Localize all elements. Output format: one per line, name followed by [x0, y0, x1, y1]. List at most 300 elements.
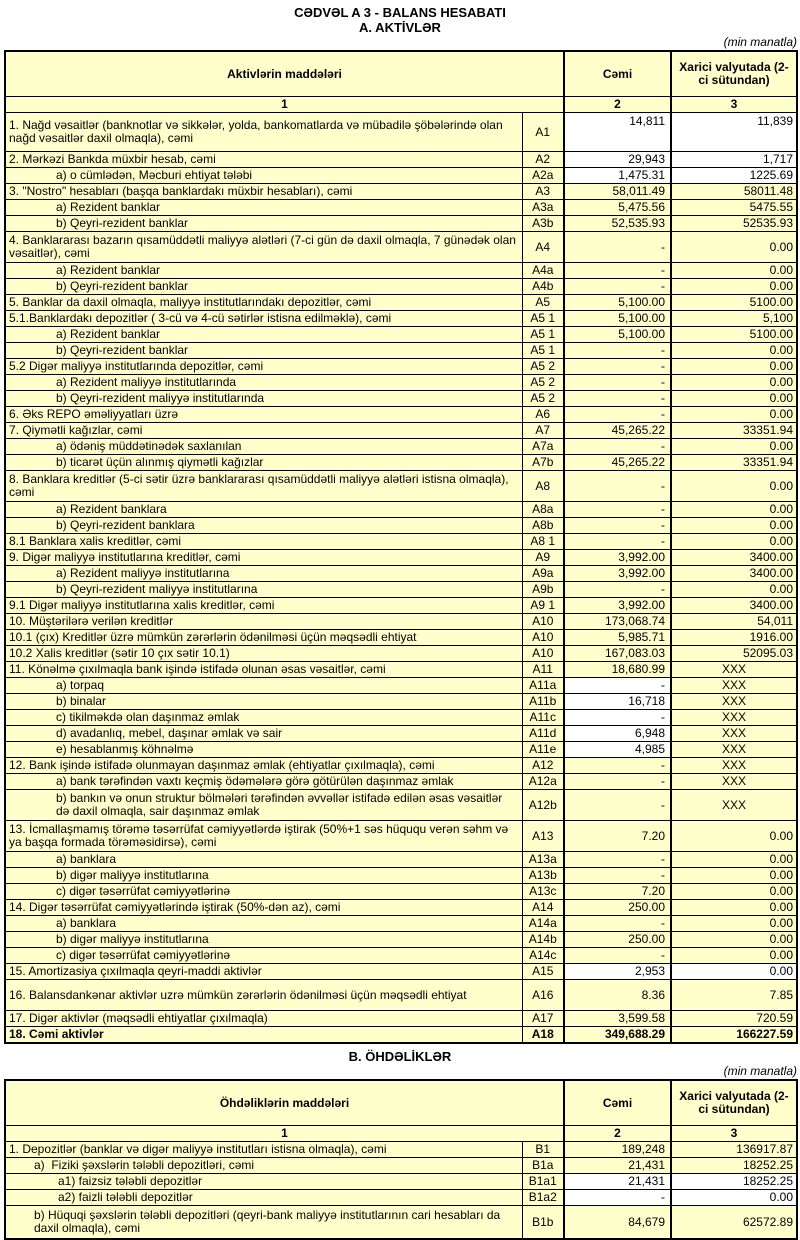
row-total-value: 5,100.00: [564, 295, 671, 311]
row-label: a) Fiziki şəxslərin tələbli depozitləri, cəmi: [5, 1158, 522, 1174]
row-foreign-value: 0.00: [671, 948, 797, 964]
row-code: A1: [522, 113, 564, 152]
table-row: [5, 948, 797, 964]
row-label: b) Qeyri-rezident banklar: [5, 216, 522, 232]
row-total-value: -: [564, 758, 671, 774]
row-total-value: 29,943: [564, 152, 671, 168]
row-code: A5 2: [522, 359, 564, 375]
row-foreign-value: 1916.00: [671, 630, 797, 646]
row-label: 11. Könəlmə çıxılmaqla bank işində istifadə olunan əsas vəsaitlər, cəmi: [5, 662, 522, 678]
table-row: [5, 758, 797, 774]
row-label: 5. Banklar da daxil olmaqla, maliyyə institutlarındakı depozitlər, cəmi: [5, 295, 522, 311]
row-total-value: 189,248: [564, 1142, 671, 1158]
row-foreign-value: 0.00: [671, 279, 797, 295]
table-row: [5, 1027, 797, 1044]
row-code: A9: [522, 550, 564, 566]
row-total-value: -: [564, 790, 671, 821]
row-code: A10: [522, 614, 564, 630]
row-code: A11e: [522, 742, 564, 758]
assets-header-row: [5, 51, 797, 97]
row-label: b) Hüquqi şəxslərin tələbli depozitləri (qeyri-bank maliyyə institutlarının cari hesabları da daxil olmaqla), cəmi: [5, 1206, 522, 1240]
row-total-value: 250.00: [564, 900, 671, 916]
table-row: [5, 439, 797, 455]
report-title: CƏDVƏL A 3 - BALANS HESABATI: [294, 5, 506, 20]
row-code: A5 1: [522, 343, 564, 359]
table-row: [5, 1011, 797, 1027]
table-row: [5, 662, 797, 678]
row-code: A10: [522, 646, 564, 662]
row-label: d) avadanlıq, mebel, daşınar əmlak və sair: [5, 726, 522, 742]
row-label: 14. Digər təsərrüfat cəmiyyətlərində iştirak (50%-dən az), cəmi: [5, 900, 522, 916]
row-code: A4b: [522, 279, 564, 295]
table-row: [5, 774, 797, 790]
row-label: 9. Digər maliyyə institutlarına kreditlər, cəmi: [5, 550, 522, 566]
row-total-value: 6,948: [564, 726, 671, 742]
row-label: b) bankın və onun struktur bölmələri tərəfindən əvvəllər istifadə edilən əsas vəsaitlər də daxil olmaqla, sair daşınmaz əmlak: [5, 790, 522, 821]
table-row: [5, 1142, 797, 1158]
row-foreign-value: XXX: [671, 774, 797, 790]
row-foreign-value: 11,839: [671, 113, 797, 152]
row-label: b) Qeyri-rezident banklar: [5, 279, 522, 295]
row-label: 10. Müştərilərə verilən kreditlər: [5, 614, 522, 630]
row-foreign-value: XXX: [671, 710, 797, 726]
row-foreign-value: XXX: [671, 790, 797, 821]
row-total-value: -: [564, 1190, 671, 1206]
row-label: a) Rezident banklar: [5, 263, 522, 279]
row-total-value: -: [564, 774, 671, 790]
assets-table: [4, 50, 798, 1044]
row-label: 9.1 Digər maliyyə institutlarına xalis kreditlər, cəmi: [5, 598, 522, 614]
colnum-3: 3: [671, 1126, 797, 1142]
row-total-value: -: [564, 948, 671, 964]
row-code: A13c: [522, 884, 564, 900]
row-label: a) banklara: [5, 852, 522, 868]
row-total-value: 5,475.56: [564, 200, 671, 216]
row-label: b) Qeyri-rezident banklara: [5, 518, 522, 534]
liabilities-table-body: [5, 1142, 797, 1240]
row-code: A11: [522, 662, 564, 678]
row-foreign-value: 33351.94: [671, 423, 797, 439]
row-foreign-value: 0.00: [671, 502, 797, 518]
row-total-value: 18,680.99: [564, 662, 671, 678]
row-code: A12b: [522, 790, 564, 821]
row-total-value: -: [564, 375, 671, 391]
row-foreign-value: 0.00: [671, 471, 797, 502]
row-foreign-value: 0.00: [671, 916, 797, 932]
table-row: [5, 279, 797, 295]
colnum-1: 1: [5, 97, 564, 113]
table-row: [5, 630, 797, 646]
colnum-2: 2: [564, 1126, 671, 1142]
table-row: [5, 168, 797, 184]
table-row: [5, 359, 797, 375]
row-label: 17. Digər aktivlər (məqsədli ehtiyatlar çıxılmaqla): [5, 1011, 522, 1027]
table-row: [5, 518, 797, 534]
row-code: A9b: [522, 582, 564, 598]
row-foreign-value: 5100.00: [671, 295, 797, 311]
row-label: 12. Bank işində istifadə olunmayan daşınmaz əmlak (ehtiyatlar çıxılmaqla), cəmi: [5, 758, 522, 774]
row-total-value: 3,992.00: [564, 550, 671, 566]
row-foreign-value: XXX: [671, 758, 797, 774]
row-total-value: -: [564, 678, 671, 694]
row-label: c) digər təsərrüfat cəmiyyətlərinə: [5, 884, 522, 900]
row-foreign-value: 5475.55: [671, 200, 797, 216]
row-code: B1a1: [522, 1174, 564, 1190]
row-foreign-value: 0.00: [671, 518, 797, 534]
row-total-value: 14,811: [564, 113, 671, 152]
row-total-value: 5,100.00: [564, 311, 671, 327]
row-foreign-value: 0.00: [671, 343, 797, 359]
row-label: 16. Balansdankənar aktivlər uzrə mümkün zərərlərin ödənilməsi üçün məqsədli ehtiyat: [5, 980, 522, 1011]
row-total-value: -: [564, 439, 671, 455]
row-code: A2a: [522, 168, 564, 184]
assets-total-header: Cəmi: [564, 51, 671, 97]
row-code: A10: [522, 630, 564, 646]
row-code: B1b: [522, 1206, 564, 1240]
table-row: [5, 502, 797, 518]
row-foreign-value: 1225.69: [671, 168, 797, 184]
row-label: a) bank tərəfindən vaxtı keçmiş ödəmələrə görə götürülən daşınmaz əmlak: [5, 774, 522, 790]
row-label: 4. Banklararası bazarın qısamüddətli maliyyə alətləri (7-ci gün də daxil olmaqla, 7 günədək olan vəsaitlər), cəmi: [5, 232, 522, 263]
row-code: A7: [522, 423, 564, 439]
section-a-title: A. AKTİVLƏR: [359, 20, 441, 35]
table-row: [5, 646, 797, 662]
row-foreign-value: 0.00: [671, 868, 797, 884]
table-row: [5, 327, 797, 343]
row-label: 10.1 (çıx) Kreditlər üzrə mümkün zərərlərin ödənilməsi üçün məqsədli ehtiyat: [5, 630, 522, 646]
table-row: [5, 726, 797, 742]
unit-note-a: (min manatla): [723, 35, 797, 49]
row-total-value: -: [564, 232, 671, 263]
row-foreign-value: 0.00: [671, 900, 797, 916]
row-label: a) Rezident banklar: [5, 327, 522, 343]
row-label: a) torpaq: [5, 678, 522, 694]
row-total-value: -: [564, 391, 671, 407]
row-foreign-value: 136917.87: [671, 1142, 797, 1158]
row-foreign-value: 18252.25: [671, 1174, 797, 1190]
colnum-3: 3: [671, 97, 797, 113]
table-row: [5, 900, 797, 916]
table-row: [5, 200, 797, 216]
row-label: 8.1 Banklara xalis kreditlər, cəmi: [5, 534, 522, 550]
table-row: [5, 263, 797, 279]
row-foreign-value: 720.59: [671, 1011, 797, 1027]
row-label: 7. Qiymətli kağızlar, cəmi: [5, 423, 522, 439]
row-code: A8a: [522, 502, 564, 518]
row-foreign-value: 62572.89: [671, 1206, 797, 1240]
table-row: [5, 423, 797, 439]
row-total-value: -: [564, 916, 671, 932]
assets-table-body: [5, 113, 797, 1044]
table-row: [5, 582, 797, 598]
row-foreign-value: 0.00: [671, 884, 797, 900]
row-foreign-value: 0.00: [671, 263, 797, 279]
table-row: [5, 184, 797, 200]
row-foreign-value: 0.00: [671, 1190, 797, 1206]
row-total-value: -: [564, 710, 671, 726]
table-row: [5, 710, 797, 726]
table-row: [5, 884, 797, 900]
row-code: A2: [522, 152, 564, 168]
row-code: A11b: [522, 694, 564, 710]
row-total-value: 7.20: [564, 821, 671, 852]
row-label: a) Rezident banklar: [5, 200, 522, 216]
row-total-value: -: [564, 534, 671, 550]
liabilities-items-header: Öhdəliklərin maddələri: [5, 1080, 564, 1126]
row-label: 5.1.Banklardakı depozitlər ( 3-cü və 4-cü sətirlər istisna edilməklə), cəmi: [5, 311, 522, 327]
row-total-value: -: [564, 502, 671, 518]
table-row: [5, 375, 797, 391]
table-row: [5, 1174, 797, 1190]
row-code: A11d: [522, 726, 564, 742]
liabilities-foreign-header: Xarici valyutada (2-ci sütundan): [671, 1080, 797, 1126]
row-code: A17: [522, 1011, 564, 1027]
row-code: A16: [522, 980, 564, 1011]
row-code: A11c: [522, 710, 564, 726]
row-foreign-value: 7.85: [671, 980, 797, 1011]
row-label: c) digər təsərrüfat cəmiyyətlərinə: [5, 948, 522, 964]
row-total-value: -: [564, 407, 671, 423]
row-foreign-value: XXX: [671, 694, 797, 710]
row-total-value: 58,011.49: [564, 184, 671, 200]
table-row: [5, 852, 797, 868]
table-row: [5, 455, 797, 471]
row-label: a) Rezident maliyyə institutlarına: [5, 566, 522, 582]
row-label: 1. Nağd vəsaitlər (banknotlar və sikkələr, yolda, bankomatlarda və mübadilə şöbələrində olan nağd vəsaitlər daxil olmaqla), cəmi: [5, 113, 522, 152]
row-code: A6: [522, 407, 564, 423]
row-label: a) ödəniş müddətinədək saxlanılan: [5, 439, 522, 455]
row-total-value: 1,475.31: [564, 168, 671, 184]
row-foreign-value: 0.00: [671, 932, 797, 948]
row-label: a2) faizli tələbli depozitlər: [5, 1190, 522, 1206]
row-code: A13b: [522, 868, 564, 884]
row-foreign-value: XXX: [671, 726, 797, 742]
table-row: [5, 790, 797, 821]
row-foreign-value: 5,100: [671, 311, 797, 327]
table-row: [5, 916, 797, 932]
row-total-value: 7.20: [564, 884, 671, 900]
row-code: A7b: [522, 455, 564, 471]
row-label: 6. Əks REPO əməliyyatları üzrə: [5, 407, 522, 423]
table-row: [5, 614, 797, 630]
row-total-value: 2,953: [564, 964, 671, 980]
row-label: a) Rezident banklara: [5, 502, 522, 518]
table-row: [5, 471, 797, 502]
unit-note-b: (min manatla): [723, 1064, 797, 1078]
row-foreign-value: 0.00: [671, 534, 797, 550]
row-total-value: 3,599.58: [564, 1011, 671, 1027]
row-code: A3b: [522, 216, 564, 232]
row-foreign-value: 0.00: [671, 439, 797, 455]
row-code: A4a: [522, 263, 564, 279]
row-label: c) tikilməkdə olan daşınmaz əmlak: [5, 710, 522, 726]
row-label: 15. Amortizasiya çıxılmaqla qeyri-maddi aktivlər: [5, 964, 522, 980]
row-total-value: -: [564, 359, 671, 375]
row-code: A14: [522, 900, 564, 916]
table-row: [5, 821, 797, 852]
row-foreign-value: 0.00: [671, 582, 797, 598]
row-label: e) hesablanmış köhnəlmə: [5, 742, 522, 758]
row-label: 2. Mərkəzi Bankda müxbir hesab, cəmi: [5, 152, 522, 168]
table-row: [5, 113, 797, 152]
row-code: A8: [522, 471, 564, 502]
row-total-value: -: [564, 343, 671, 359]
assets-colnum-row: [5, 97, 797, 113]
assets-items-header: Aktivlərin maddələri: [5, 51, 564, 97]
row-total-value: 84,679: [564, 1206, 671, 1240]
row-code: A3: [522, 184, 564, 200]
row-code: A11a: [522, 678, 564, 694]
row-foreign-value: 0.00: [671, 852, 797, 868]
row-foreign-value: 54,011: [671, 614, 797, 630]
row-total-value: -: [564, 518, 671, 534]
row-label: b) Qeyri-rezident maliyyə institutlarında: [5, 391, 522, 407]
row-total-value: -: [564, 279, 671, 295]
row-label: a) Rezident maliyyə institutlarında: [5, 375, 522, 391]
row-total-value: -: [564, 263, 671, 279]
row-foreign-value: 3400.00: [671, 550, 797, 566]
row-label: a1) faizsiz tələbli depozitlər: [5, 1174, 522, 1190]
row-code: A18: [522, 1027, 564, 1044]
table-row: [5, 678, 797, 694]
table-row: [5, 868, 797, 884]
table-row: [5, 152, 797, 168]
row-label: a) o cümlədən, Məcburi ehtiyat tələbi: [5, 168, 522, 184]
table-row: [5, 534, 797, 550]
table-row: [5, 598, 797, 614]
row-code: A9a: [522, 566, 564, 582]
row-label: 13. İcmallaşmamış törəmə təsərrüfat cəmiyyətlərdə iştirak (50%+1 səs hüququ verən səhm və ya başqa formada törəməsidirsə), cəmi: [5, 821, 522, 852]
table-row: [5, 343, 797, 359]
row-label: a) banklara: [5, 916, 522, 932]
row-total-value: 173,068.74: [564, 614, 671, 630]
row-code: A8 1: [522, 534, 564, 550]
row-foreign-value: 0.00: [671, 821, 797, 852]
row-total-value: -: [564, 852, 671, 868]
row-total-value: 45,265.22: [564, 423, 671, 439]
row-foreign-value: 52535.93: [671, 216, 797, 232]
table-row: [5, 1206, 797, 1240]
row-total-value: -: [564, 868, 671, 884]
row-code: A12a: [522, 774, 564, 790]
table-row: [5, 216, 797, 232]
row-total-value: 4,985: [564, 742, 671, 758]
row-total-value: -: [564, 471, 671, 502]
row-foreign-value: 0.00: [671, 232, 797, 263]
row-total-value: 16,718: [564, 694, 671, 710]
row-label: b) binalar: [5, 694, 522, 710]
row-code: A4: [522, 232, 564, 263]
row-label: b) Qeyri-rezident banklar: [5, 343, 522, 359]
row-foreign-value: 0.00: [671, 391, 797, 407]
section-b-title: B. ÖHDƏLİKLƏR: [348, 1049, 452, 1064]
row-total-value: 5,985.71: [564, 630, 671, 646]
row-foreign-value: 3400.00: [671, 598, 797, 614]
colnum-1: 1: [5, 1126, 564, 1142]
row-label: b) digər maliyyə institutlarına: [5, 932, 522, 948]
row-code: A13a: [522, 852, 564, 868]
row-label: 3. "Nostro" hesabları (başqa banklardakı müxbir hesabları), cəmi: [5, 184, 522, 200]
row-code: A5 2: [522, 391, 564, 407]
row-total-value: 3,992.00: [564, 598, 671, 614]
table-row: [5, 1158, 797, 1174]
assets-foreign-header: Xarici valyutada (2-ci sütundan): [671, 51, 797, 97]
liabilities-table: [4, 1079, 798, 1240]
liabilities-total-header: Cəmi: [564, 1080, 671, 1126]
liabilities-header-row: [5, 1080, 797, 1126]
row-label: 18. Cəmi aktivlər: [5, 1027, 522, 1044]
colnum-2: 2: [564, 97, 671, 113]
row-code: A5 2: [522, 375, 564, 391]
row-code: A8b: [522, 518, 564, 534]
row-foreign-value: 33351.94: [671, 455, 797, 471]
liabilities-colnum-row: [5, 1126, 797, 1142]
row-label: 8. Banklara kreditlər (5-ci sətir üzrə banklararası qısamüddətli maliyyə alətləri istisna olmaqla), cəmi: [5, 471, 522, 502]
row-code: A14a: [522, 916, 564, 932]
row-code: A13: [522, 821, 564, 852]
table-row: [5, 295, 797, 311]
row-code: B1: [522, 1142, 564, 1158]
row-label: b) ticarət üçün alınmış qiymətli kağızlar: [5, 455, 522, 471]
row-total-value: -: [564, 582, 671, 598]
row-code: A14c: [522, 948, 564, 964]
table-row: [5, 391, 797, 407]
row-label: 10.2 Xalis kreditlər (sətir 10 çıx sətir 10.1): [5, 646, 522, 662]
row-total-value: 21,431: [564, 1174, 671, 1190]
row-foreign-value: 0.00: [671, 375, 797, 391]
row-total-value: 52,535.93: [564, 216, 671, 232]
row-foreign-value: 0.00: [671, 407, 797, 423]
table-row: [5, 566, 797, 582]
table-row: [5, 694, 797, 710]
row-code: A14b: [522, 932, 564, 948]
row-code: B1a: [522, 1158, 564, 1174]
row-label: 5.2 Digər maliyyə institutlarında depozitlər, cəmi: [5, 359, 522, 375]
row-code: A3a: [522, 200, 564, 216]
row-code: A5 1: [522, 311, 564, 327]
row-label: b) digər maliyyə institutlarına: [5, 868, 522, 884]
table-row: [5, 311, 797, 327]
table-row: [5, 932, 797, 948]
row-foreign-value: 166227.59: [671, 1027, 797, 1044]
row-foreign-value: XXX: [671, 662, 797, 678]
row-total-value: 349,688.29: [564, 1027, 671, 1044]
table-row: [5, 407, 797, 423]
row-foreign-value: 18252.25: [671, 1158, 797, 1174]
row-code: A5: [522, 295, 564, 311]
table-row: [5, 232, 797, 263]
row-foreign-value: 58011.48: [671, 184, 797, 200]
row-foreign-value: 0.00: [671, 359, 797, 375]
row-foreign-value: 3400.00: [671, 566, 797, 582]
table-row: [5, 964, 797, 980]
row-total-value: 8.36: [564, 980, 671, 1011]
table-row: [5, 980, 797, 1011]
row-label: 1. Depozitlər (banklar və digər maliyyə institutları istisna olmaqla), cəmi: [5, 1142, 522, 1158]
table-row: [5, 742, 797, 758]
row-total-value: 167,083.03: [564, 646, 671, 662]
row-code: A12: [522, 758, 564, 774]
row-code: B1a2: [522, 1190, 564, 1206]
row-total-value: 3,992.00: [564, 566, 671, 582]
row-foreign-value: 5100.00: [671, 327, 797, 343]
row-code: A5 1: [522, 327, 564, 343]
row-foreign-value: 52095.03: [671, 646, 797, 662]
row-label: b) Qeyri-rezident maliyyə institutlarına: [5, 582, 522, 598]
row-total-value: 250.00: [564, 932, 671, 948]
row-foreign-value: XXX: [671, 742, 797, 758]
row-total-value: 21,431: [564, 1158, 671, 1174]
